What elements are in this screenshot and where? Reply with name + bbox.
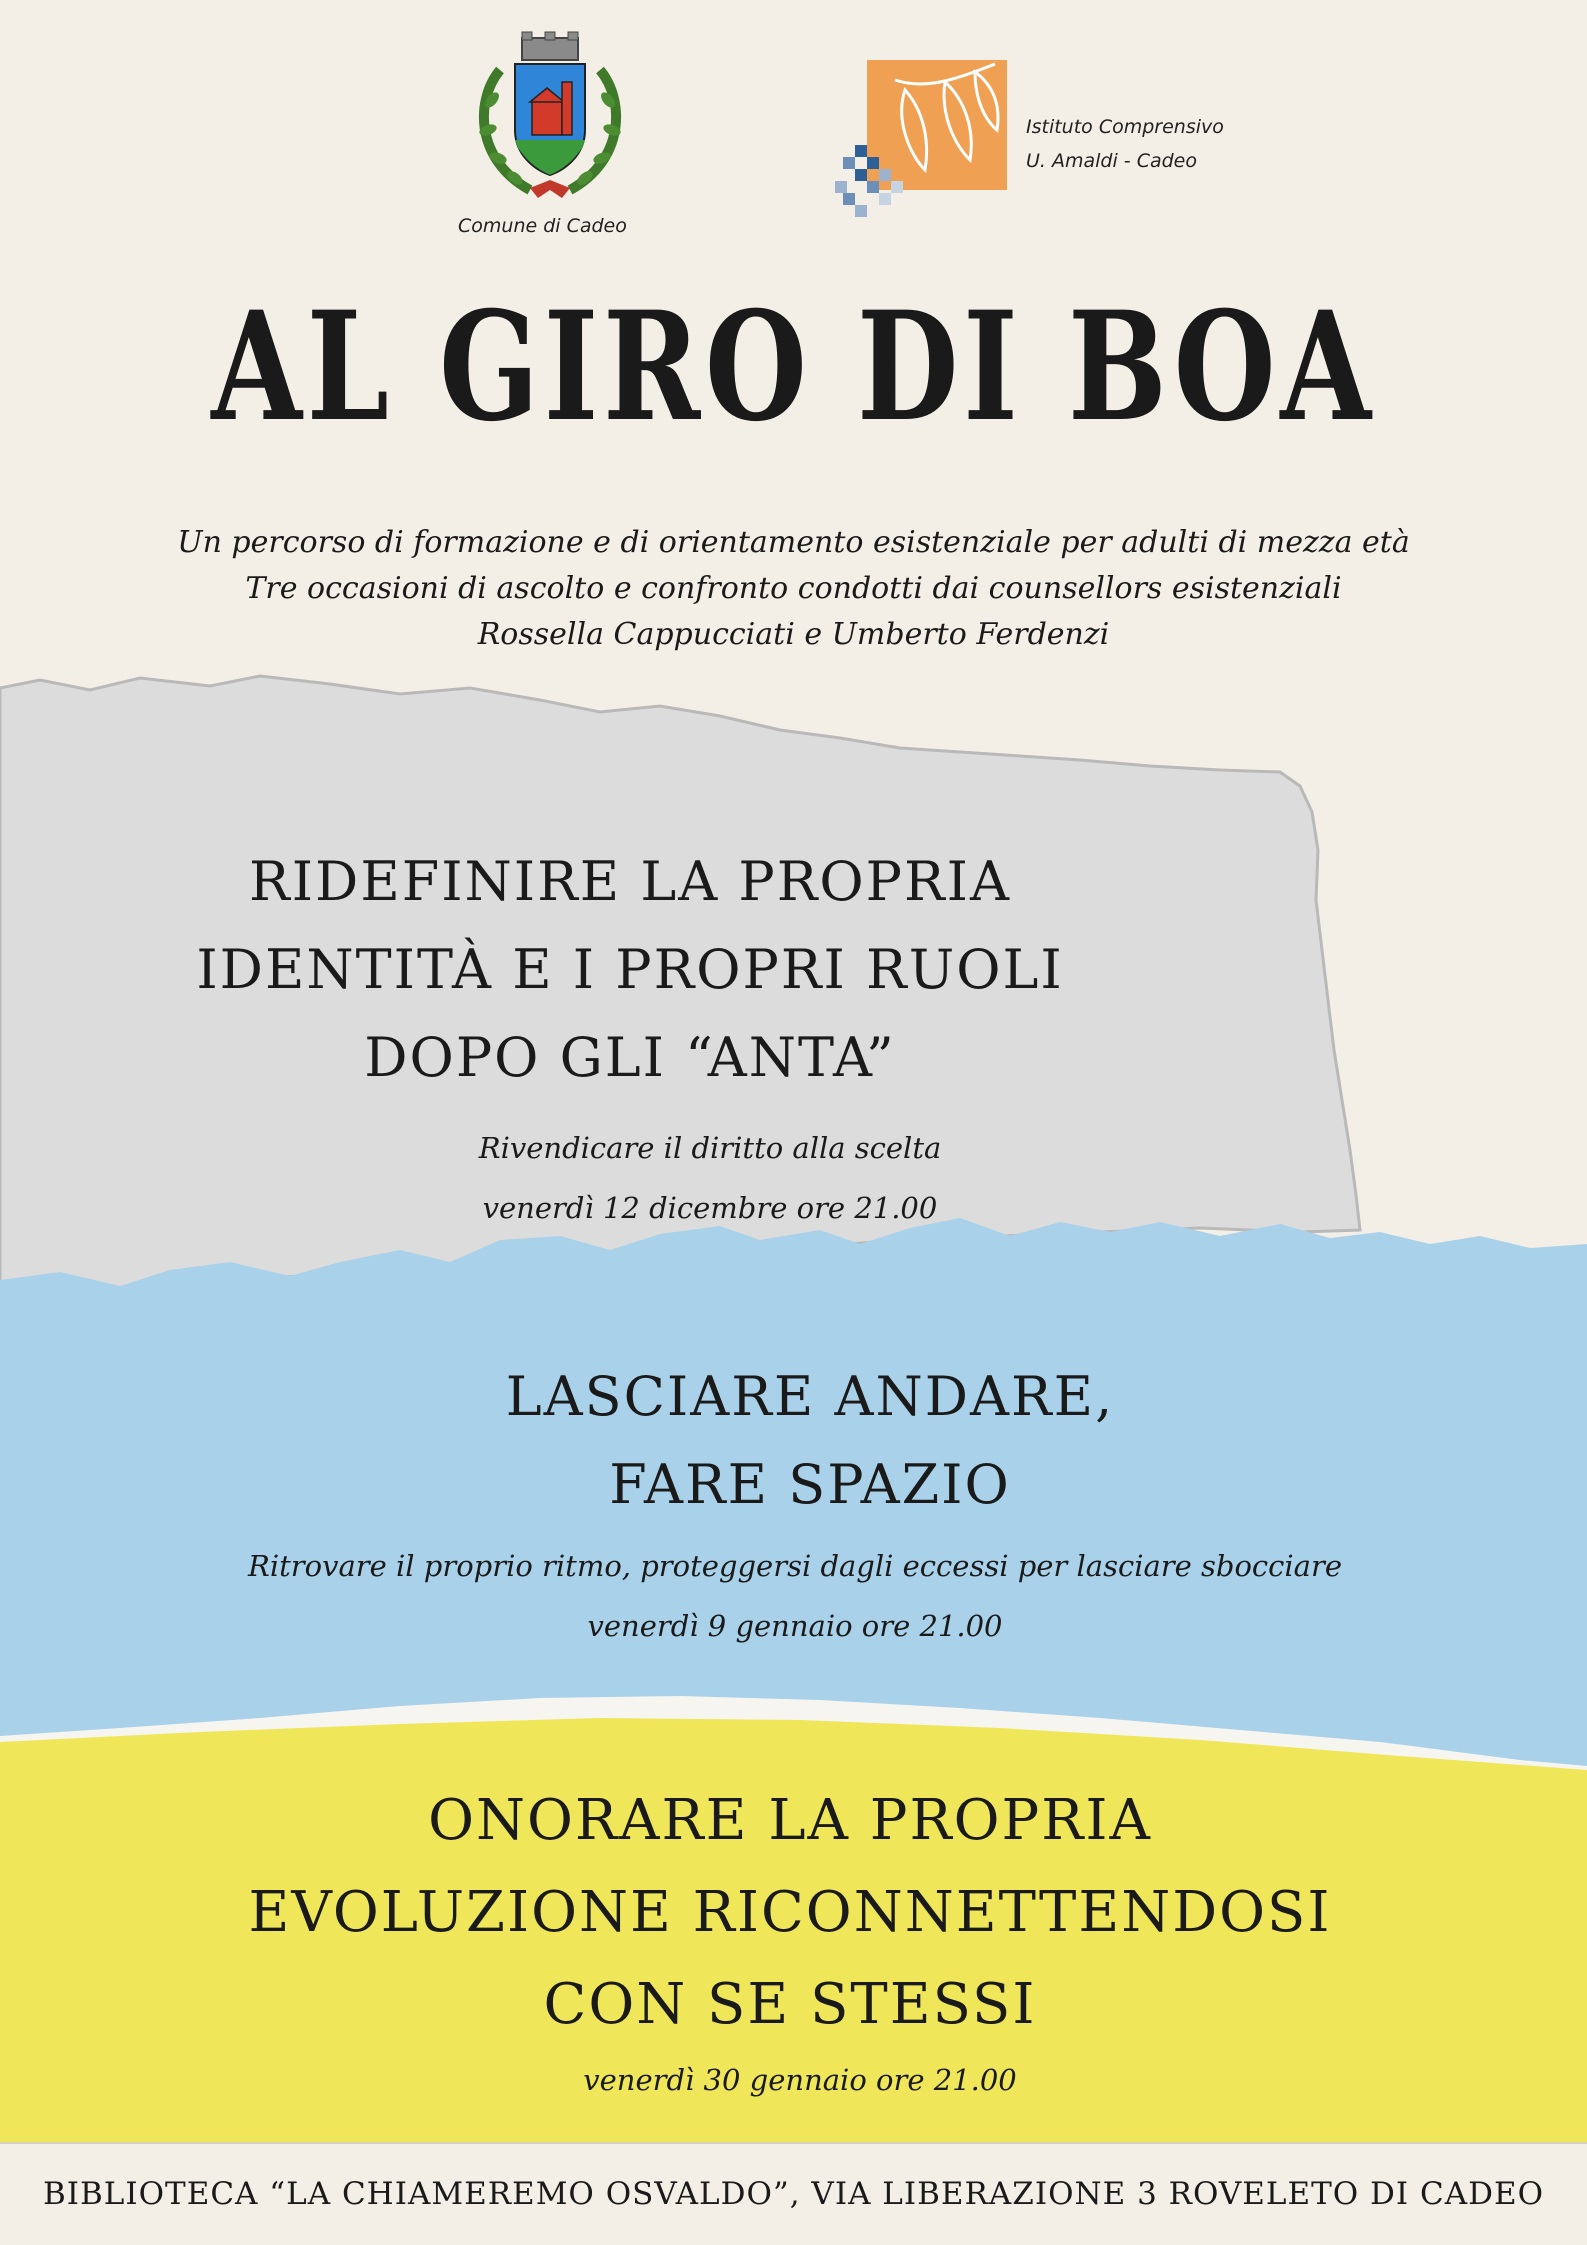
istituto-caption bbox=[1026, 110, 1224, 178]
session-1-date: venerdì 12 dicembre ore 21.00 bbox=[482, 1191, 938, 1225]
comune-caption: Comune di Cadeo bbox=[458, 215, 627, 237]
comune-crest-icon bbox=[470, 30, 630, 210]
session-2-subtitle: Ritrovare il proprio ritmo, proteggersi dagli eccessi per lasciare sbocciare bbox=[248, 1549, 1342, 1583]
session-1-title bbox=[80, 838, 1180, 1102]
session-3-title-line-2: EVOLUZIONE RICONNETTENDOSI bbox=[248, 1880, 1332, 1945]
istituto-name: Istituto Comprensivo bbox=[1026, 116, 1224, 138]
session-2-title-line-2: FARE SPAZIO bbox=[609, 1453, 1011, 1516]
session-3-title bbox=[40, 1775, 1540, 2051]
session-2-title-line-1: LASCIARE ANDARE, bbox=[505, 1365, 1115, 1428]
istituto-subname: U. Amaldi - Cadeo bbox=[1026, 150, 1197, 172]
session-1-title-line-2: IDENTITÀ E I PROPRI RUOLI bbox=[196, 938, 1064, 1001]
istituto-logo bbox=[835, 60, 1010, 220]
session-2-details bbox=[100, 1536, 1490, 1656]
session-3-title-line-1: ONORARE LA PROPRIA bbox=[428, 1788, 1152, 1853]
session-1-title-line-3: DOPO GLI “ANTA” bbox=[364, 1026, 896, 1089]
comune-logo bbox=[470, 30, 630, 240]
session-3-details bbox=[400, 2050, 1200, 2110]
session-2-title bbox=[330, 1353, 1290, 1529]
session-1-details bbox=[260, 1118, 1160, 1238]
session-1-title-line-1: RIDEFINIRE LA PROPRIA bbox=[249, 850, 1011, 913]
session-3-title-line-3: CON SE STESSI bbox=[543, 1972, 1037, 2037]
intro-line-1: Un percorso di formazione e di orientamento esistenziale per adulti di mezza età bbox=[177, 525, 1410, 560]
session-3-date: venerdì 30 gennaio ore 21.00 bbox=[583, 2063, 1017, 2097]
venue-footer: BIBLIOTECA “LA CHIAMEREMO OSVALDO”, VIA LIBERAZIONE 3 ROVELETO DI CADEO bbox=[42, 2176, 1545, 2212]
page-title: AL GIRO DI BOA bbox=[211, 279, 1376, 455]
intro-line-2: Tre occasioni di ascolto e confronto condotti dai counsellors esistenziali bbox=[245, 571, 1342, 606]
session-1-subtitle: Rivendicare il diritto alla scelta bbox=[478, 1131, 942, 1165]
session-2-date: venerdì 9 gennaio ore 21.00 bbox=[587, 1609, 1003, 1643]
intro-line-3: Rossella Cappucciati e Umberto Ferdenzi bbox=[477, 617, 1110, 652]
istituto-emblem-icon bbox=[835, 60, 1010, 220]
intro-text bbox=[0, 520, 1587, 658]
